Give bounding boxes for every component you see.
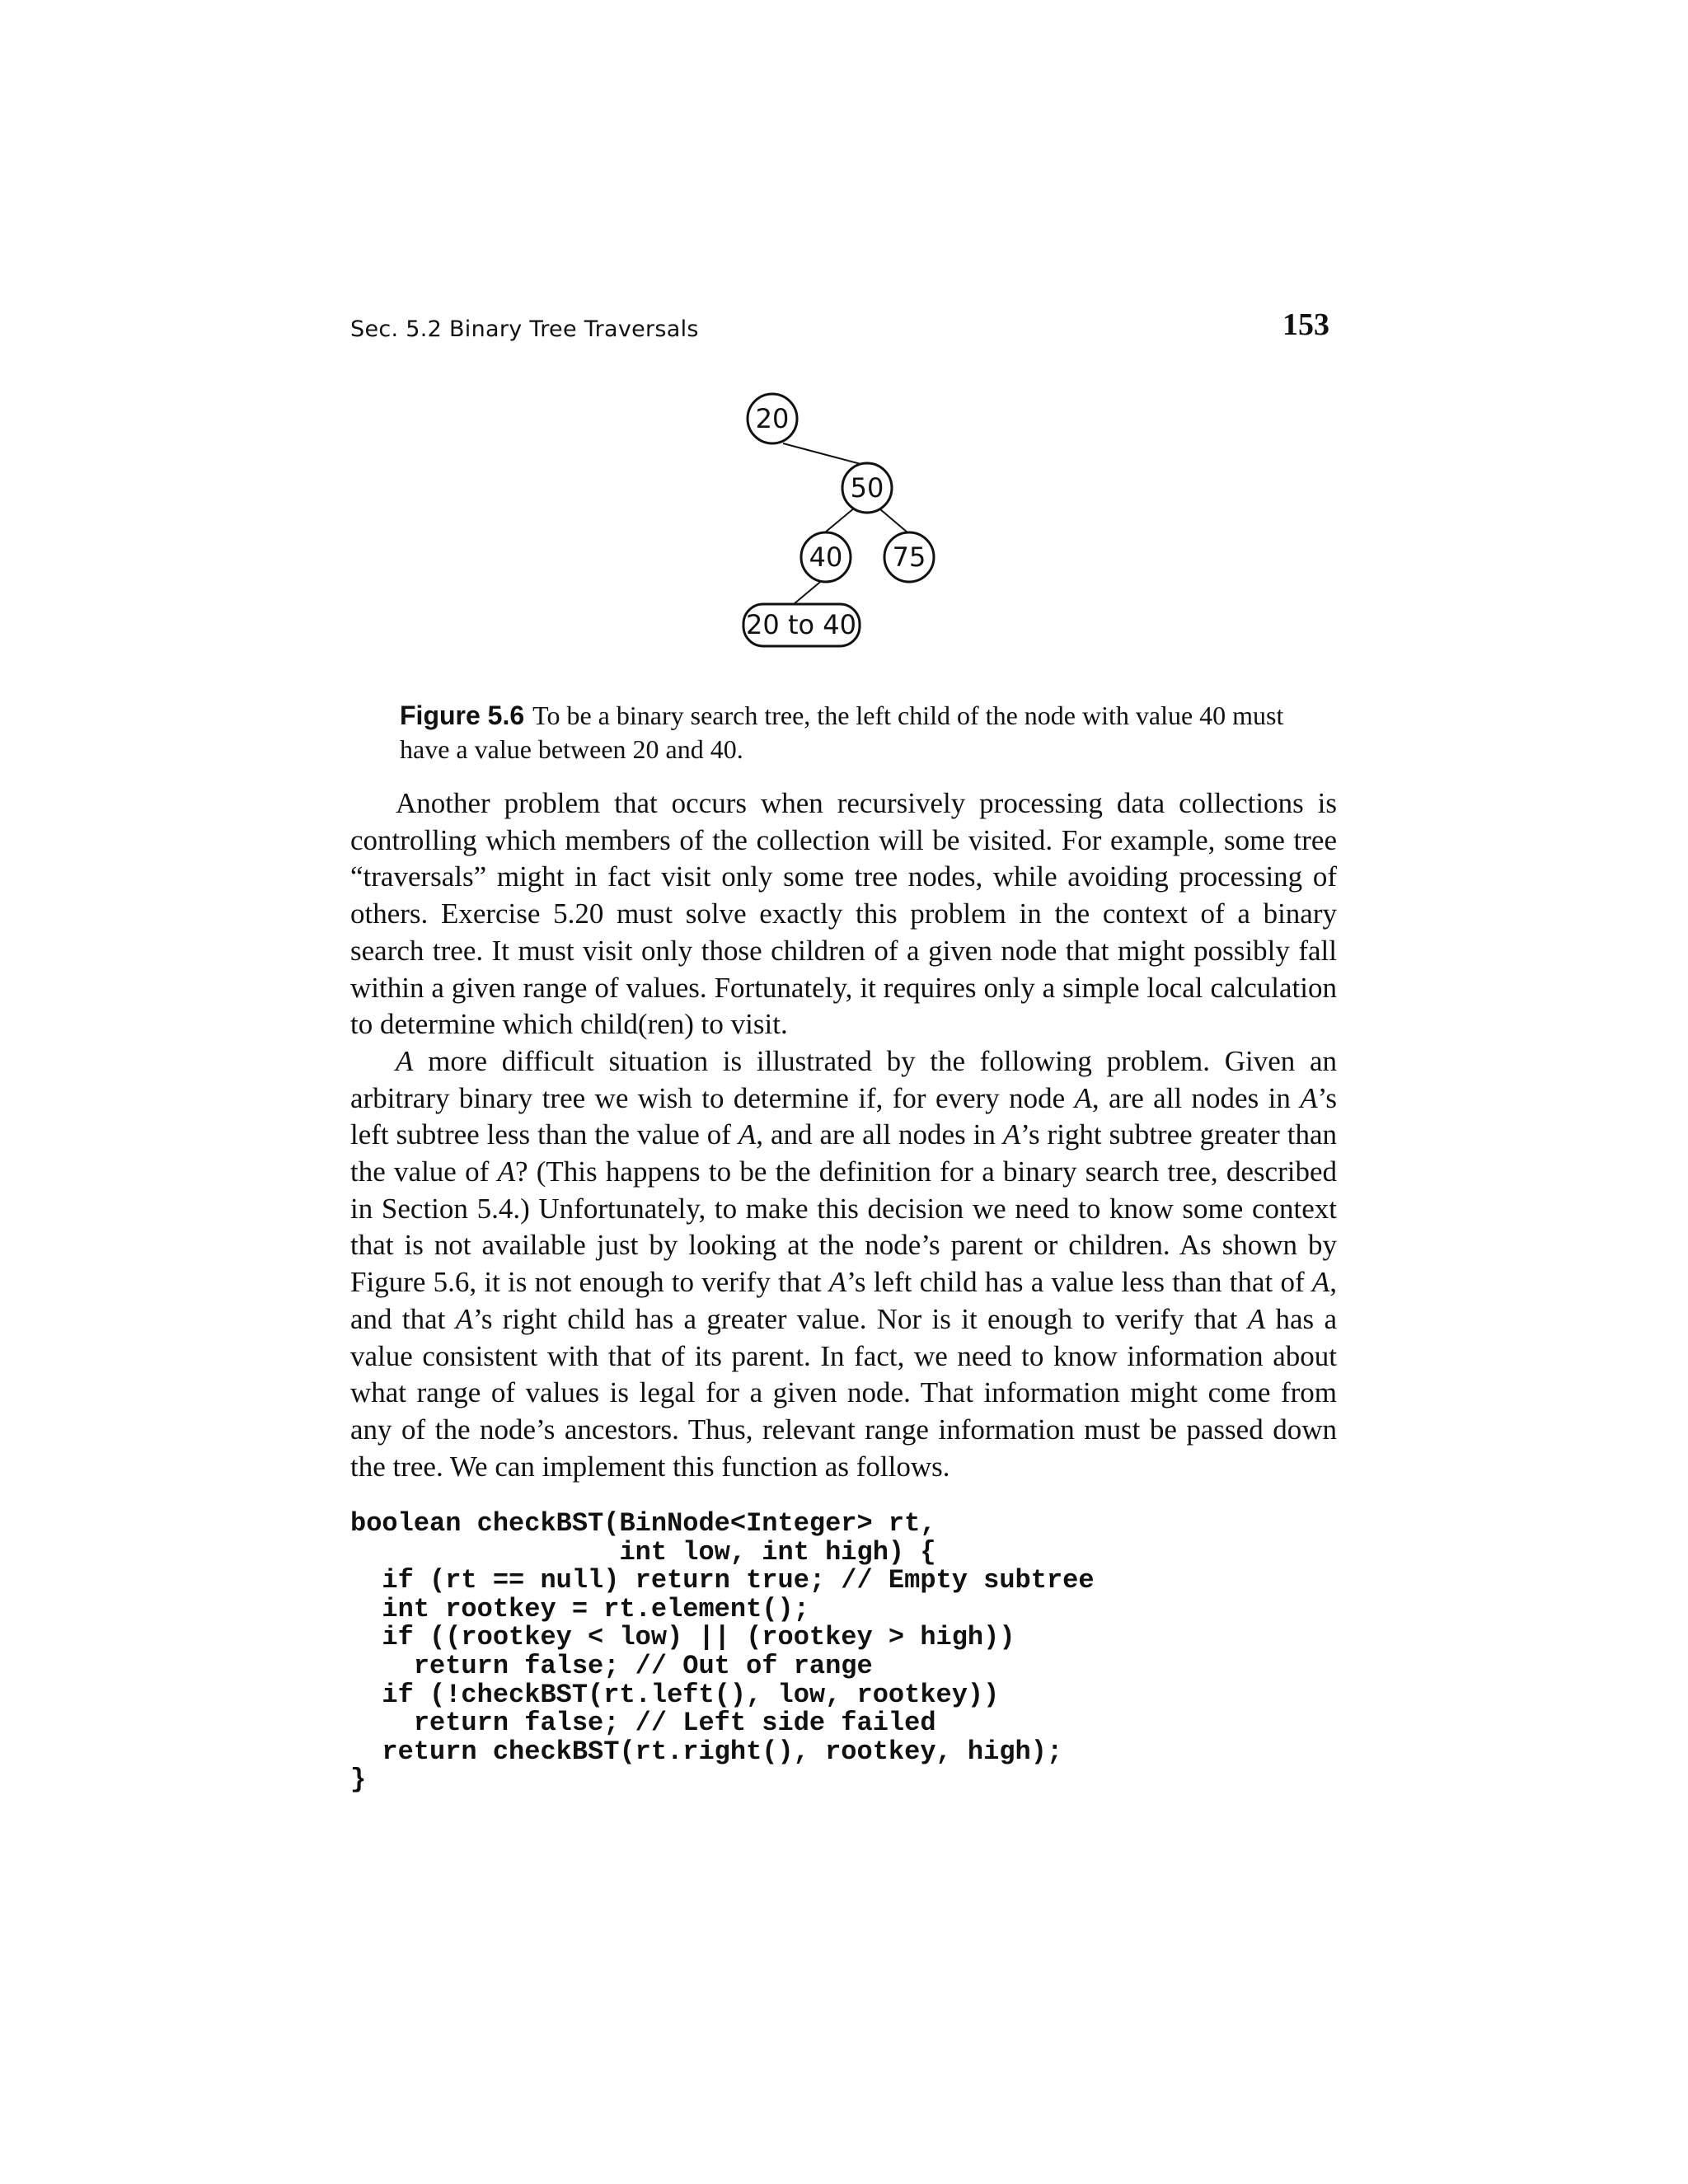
figure-caption bbox=[400, 699, 1306, 766]
edge-50-75 bbox=[880, 509, 907, 532]
range-node-label: 20 to 40 bbox=[746, 609, 856, 640]
caption-label: Figure 5.6 bbox=[400, 701, 525, 730]
bst-diagram bbox=[0, 387, 1688, 668]
running-head: Sec. 5.2 Binary Tree Traversals bbox=[350, 316, 699, 342]
figure-5-6 bbox=[0, 387, 1688, 668]
node-50-label: 50 bbox=[850, 472, 884, 504]
paragraph-1: Another problem that occurs when recursively processing data collections is controlling which members of the collection will be visited. For example, some tree “traversals” might in fact visit only some tree nodes, while avoiding processing of others. Exercise 5.20 must solve exactly this problem in the context of a binary search tree. It must visit only those children of a given node that might possibly fall within a given range of values. Fortunately, it requires only a simple local calculation to determine which child(ren) to visit. bbox=[350, 787, 1337, 1041]
node-75-label: 75 bbox=[892, 541, 926, 573]
node-20-label: 20 bbox=[755, 403, 790, 434]
page-number: 153 bbox=[1282, 307, 1329, 342]
node-40-label: 40 bbox=[809, 541, 843, 573]
body-text bbox=[350, 785, 1337, 1485]
edge-50-40 bbox=[825, 508, 855, 532]
caption-text: To be a binary search tree, the left child of the node with value 40 must have a value between 20 and 40. bbox=[400, 701, 1284, 764]
code-listing: boolean checkBST(BinNode<Integer> rt, int low, int high) { if (rt == null) return true; // Empty subtree int rootkey = rt.element(); if ((rootkey < low) || (rootkey > high)) return false; // Out of range if (!checkBST(rt.left(), low, rootkey)) return false; // Left side failed return checkBST(rt.right(), rootkey, high); } bbox=[350, 1508, 1095, 1796]
edge-40-range bbox=[794, 579, 824, 604]
paragraph-2: A more difficult situation is illustrated by the following problem. Given an arbitrary binary tree we wish to determine if, for every node A, are all nodes in A’s left subtree less than the value of A, and are all nodes in A’s right subtree greater than the value of A? (This happens to be the definition for a binary search tree, described in Section 5.4.) Unfortunately, to make this decision we need to know some context that is not available just by looking at the node’s parent or children. As shown by Figure 5.6, it is not enough to verify that A’s left child has a value less than that of A, and that A’s right child has a greater value. Nor is it enough to verify that A has a value consistent with that of its parent. In fact, we need to know information about what range of values is legal for a given node. That information might come from any of the node’s ancestors. Thus, relevant range information must be passed down the tree. We can implement this function as follows. bbox=[350, 1044, 1337, 1483]
